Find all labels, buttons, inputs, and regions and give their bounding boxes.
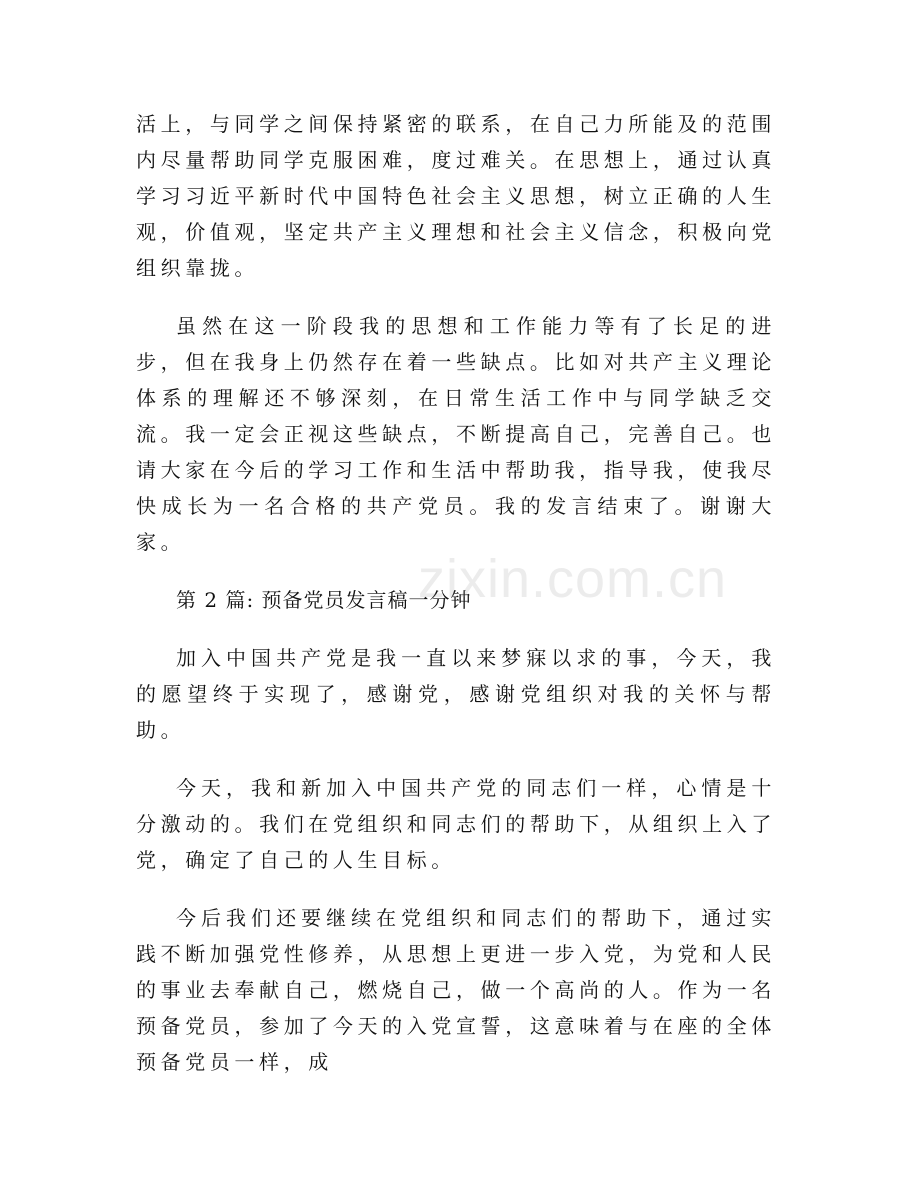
paragraph-continuation: 活上，与同学之间保持紧密的联系，在自己力所能及的范围内尽量帮助同学克服困难，度过难关。在思想上，通过认真学习习近平新时代中国特色社会主义思想，树立正确的人生观，价值观，坚定共产主义理想和社会主义信念，积极向党组织靠拢。 [136, 112, 776, 280]
document-body [136, 106, 776, 1102]
paragraph-today: 今天，我和新加入中国共产党的同志们一样，心情是十分激动的。我们在党组织和同志们的帮助下，从组织上入了党，确定了自己的人生目标。 [136, 776, 776, 872]
watermark: zixin.com.cn [418, 549, 728, 609]
section-heading: 第 2 篇: 预备党员发言稿一分钟 [176, 588, 472, 612]
paragraph-future: 今后我们还要继续在党组织和同志们的帮助下，通过实践不断加强党性修养，从思想上更进一步入党，为党和人民的事业去奉献自己，燃烧自己，做一个高尚的人。作为一名预备党员，参加了今天的入党宣誓，这意味着与在座的全体预备党员一样，成 [136, 906, 776, 1074]
paragraph-joining-party: 加入中国共产党是我一直以来梦寐以求的事，今天，我的愿望终于实现了，感谢党，感谢党组织对我的关怀与帮助。 [136, 646, 776, 742]
paragraph-shortcomings: 虽然在这一阶段我的思想和工作能力等有了长足的进步，但在我身上仍然存在着一些缺点。比如对共产主义理论体系的理解还不够深刻，在日常生活工作中与同学缺乏交流。我一定会正视这些缺点，不断提高自己，完善自己。也请大家在今后的学习工作和生活中帮助我，指导我，使我尽快成长为一名合格的共产党员。我的发言结束了。谢谢大家。 [136, 314, 776, 554]
